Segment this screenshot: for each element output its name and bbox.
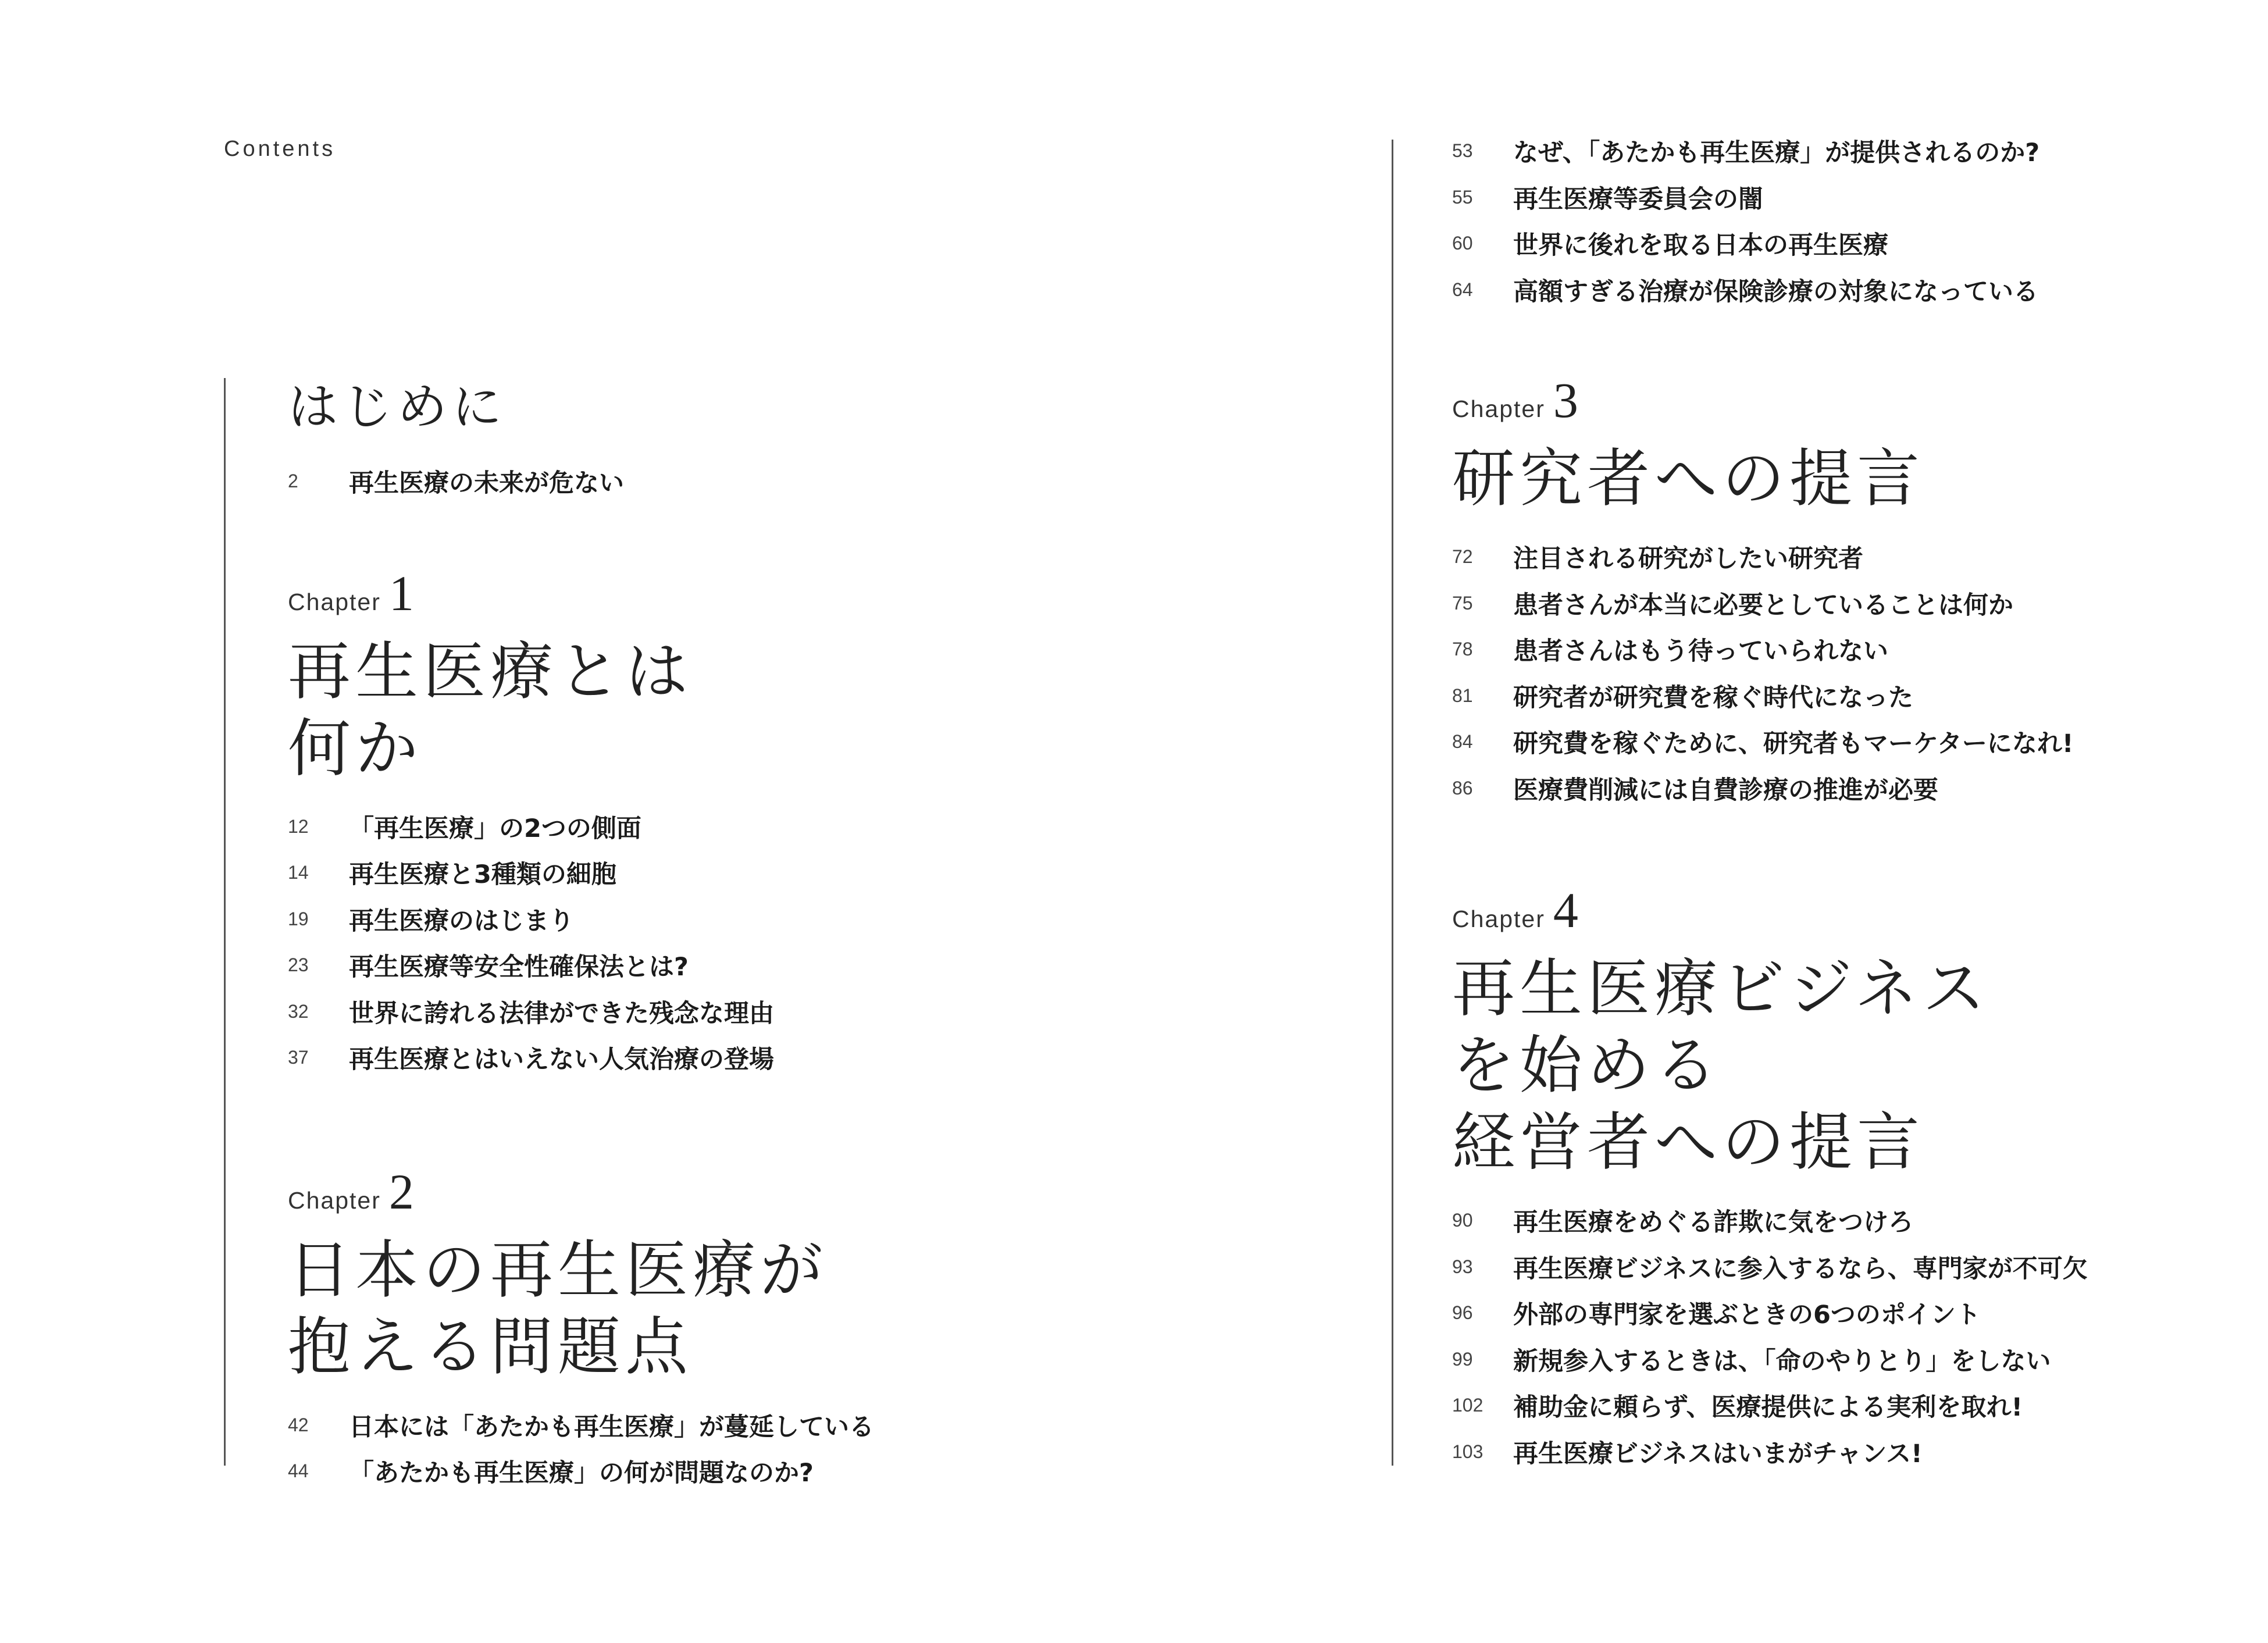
page-number: 19 bbox=[288, 908, 309, 929]
chapter-2-title: 日本の再生医療が 抱える問題点 bbox=[288, 1234, 828, 1384]
page-number: 78 bbox=[1452, 639, 1473, 660]
page-number: 53 bbox=[1452, 140, 1473, 162]
entry-title: 「あたかも再生医療」の何が問題なのか? bbox=[349, 1459, 814, 1488]
page-number: 12 bbox=[288, 815, 309, 837]
chapter-2-label bbox=[288, 1145, 1160, 1232]
toc-entry[interactable] bbox=[288, 989, 1160, 1035]
entry-title: 再生医療等委員会の闇 bbox=[1513, 184, 1763, 214]
toc-entry[interactable] bbox=[1452, 626, 2255, 673]
page-number: 14 bbox=[288, 862, 309, 883]
chapter-number: 2 bbox=[388, 1163, 414, 1220]
page-number: 99 bbox=[1452, 1348, 1473, 1370]
toc-entry[interactable] bbox=[288, 942, 1160, 989]
entry-title: 再生医療をめぐる詐欺に気をつけろ bbox=[1513, 1208, 1913, 1238]
chapter-1-label bbox=[288, 547, 1160, 634]
toc-entry[interactable] bbox=[1452, 220, 2255, 267]
entry-title: 「再生医療」の2つの側面 bbox=[349, 814, 641, 843]
page-number: 103 bbox=[1452, 1441, 1484, 1462]
chapter-4-title: 再生医療ビジネス を始める 経営者への提言 bbox=[1452, 953, 1990, 1179]
page-number: 96 bbox=[1452, 1302, 1473, 1324]
entry-title: 患者さんはもう待っていられない bbox=[1513, 637, 1888, 667]
left-column-rule bbox=[224, 378, 226, 1466]
entry-title: 補助金に頼らず、医療提供による実利を取れ! bbox=[1513, 1393, 2023, 1423]
contents-heading: Contents bbox=[224, 137, 336, 161]
chapter-word: Chapter bbox=[1452, 906, 1545, 932]
toc-entry[interactable] bbox=[1452, 1382, 2255, 1429]
page-number: 60 bbox=[1452, 233, 1473, 254]
toc-entry[interactable] bbox=[1452, 765, 2255, 812]
page-number: 64 bbox=[1452, 279, 1473, 300]
page-number: 93 bbox=[1452, 1256, 1473, 1277]
intro-section bbox=[288, 349, 1160, 505]
entry-title: 世界に誇れる法律ができた残念な理由 bbox=[349, 999, 774, 1028]
page-number: 102 bbox=[1452, 1395, 1484, 1416]
chapter-word: Chapter bbox=[288, 1186, 381, 1214]
page-number: 72 bbox=[1452, 546, 1473, 568]
page-number: 44 bbox=[288, 1460, 309, 1482]
page-number: 86 bbox=[1452, 777, 1473, 799]
entry-title: 再生医療とはいえない人気治療の登場 bbox=[349, 1045, 774, 1075]
right-column-rule bbox=[1392, 140, 1393, 1466]
toc-entry[interactable] bbox=[1452, 1244, 2255, 1291]
entry-title: 再生医療ビジネスはいまがチャンス! bbox=[1513, 1439, 1923, 1469]
entry-title: 再生医療等安全性確保法とは? bbox=[349, 953, 689, 982]
toc-entry[interactable] bbox=[1452, 174, 2255, 221]
entry-title: 研究費を稼ぐために、研究者もマーケターになれ! bbox=[1513, 729, 2074, 759]
chapter-3-title: 研究者への提言 bbox=[1452, 443, 1925, 515]
toc-entry[interactable] bbox=[1452, 1290, 2255, 1337]
entry-title: 高額すぎる治療が保険診療の対象になっている bbox=[1513, 277, 2038, 306]
toc-entry[interactable] bbox=[288, 1402, 1160, 1449]
page-number: 23 bbox=[288, 954, 309, 976]
entry-title: 新規参入するときは、「命のやりとり」をしない bbox=[1513, 1346, 2051, 1376]
toc-entry[interactable] bbox=[1452, 673, 2255, 719]
chapter-3-section bbox=[1452, 354, 2255, 811]
chapter-number: 4 bbox=[1553, 882, 1578, 938]
toc-entry[interactable] bbox=[1452, 1429, 2255, 1476]
page-number: 75 bbox=[1452, 592, 1473, 614]
page-number: 32 bbox=[288, 1000, 309, 1022]
right-column bbox=[1452, 128, 2255, 1475]
chapter-1-title: 再生医療とは 何か bbox=[288, 635, 693, 785]
chapter-word: Chapter bbox=[1452, 395, 1545, 422]
chapter-4-label bbox=[1452, 864, 2255, 951]
toc-entry[interactable] bbox=[1452, 1337, 2255, 1383]
toc-entry[interactable] bbox=[1452, 1197, 2255, 1244]
toc-entry[interactable] bbox=[288, 1448, 1160, 1495]
entry-title: 患者さんが本当に必要としていることは何か bbox=[1513, 590, 2013, 620]
toc-entry[interactable] bbox=[288, 896, 1160, 943]
chapter-4-section bbox=[1452, 864, 2255, 1475]
chapter-number: 3 bbox=[1553, 372, 1578, 428]
toc-entry[interactable] bbox=[1452, 534, 2255, 580]
chapter-2-section bbox=[288, 1145, 1160, 1495]
toc-entry[interactable] bbox=[1452, 580, 2255, 627]
page-number: 42 bbox=[288, 1414, 309, 1435]
intro-title: はじめに bbox=[288, 378, 507, 436]
toc-entry[interactable] bbox=[288, 804, 1160, 850]
toc-entry[interactable] bbox=[288, 850, 1160, 896]
entry-title: 日本には「あたかも再生医療」が蔓延している bbox=[349, 1412, 874, 1442]
page-number: 55 bbox=[1452, 186, 1473, 208]
page-number: 84 bbox=[1452, 731, 1473, 753]
chapter-3-label bbox=[1452, 354, 2255, 441]
toc-entry[interactable] bbox=[288, 458, 1160, 505]
entry-title: 再生医療のはじまり bbox=[349, 906, 574, 936]
page-number: 2 bbox=[288, 471, 298, 492]
page-number: 81 bbox=[1452, 685, 1473, 706]
entry-title: 注目される研究がしたい研究者 bbox=[1513, 544, 1863, 574]
chapter-number: 1 bbox=[388, 565, 414, 621]
toc-entry[interactable] bbox=[1452, 128, 2255, 174]
entry-title: 再生医療と3種類の細胞 bbox=[349, 860, 616, 890]
chapter-2-continued bbox=[1452, 128, 2255, 313]
chapter-word: Chapter bbox=[288, 588, 381, 615]
entry-title: 研究者が研究費を稼ぐ時代になった bbox=[1513, 683, 1913, 712]
page-number: 90 bbox=[1452, 1210, 1473, 1231]
entry-title: 医療費削減には自費診療の推進が必要 bbox=[1513, 775, 1938, 805]
page-number: 37 bbox=[288, 1047, 309, 1068]
chapter-1-section bbox=[288, 547, 1160, 1081]
entry-title: なぜ、「あたかも再生医療」が提供されるのか? bbox=[1513, 138, 2040, 168]
entry-title: 再生医療の未来が危ない bbox=[349, 469, 624, 498]
toc-entry[interactable] bbox=[1452, 719, 2255, 765]
toc-entry[interactable] bbox=[1452, 267, 2255, 313]
entry-title: 外部の専門家を選ぶときの6つのポイント bbox=[1513, 1300, 1981, 1330]
entry-title: 再生医療ビジネスに参入するなら、専門家が不可欠 bbox=[1513, 1254, 2088, 1284]
left-column bbox=[288, 349, 1160, 1495]
entry-title: 世界に後れを取る日本の再生医療 bbox=[1513, 231, 1888, 261]
toc-entry[interactable] bbox=[288, 1035, 1160, 1081]
